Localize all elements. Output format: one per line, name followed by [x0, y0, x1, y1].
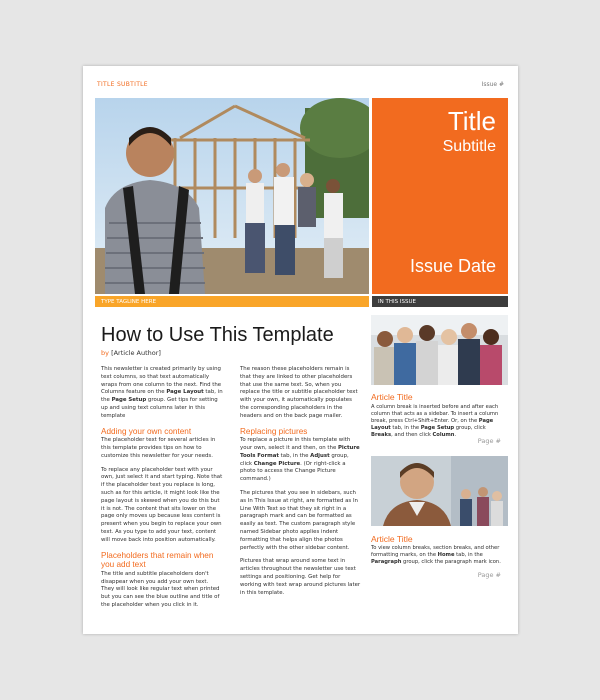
sidebar-article-text-1: A column break is inserted before and after each column that acts as a sidebar. To insert a column break, press Ctrl+Shift+Enter. Or, on the Page Layout tab, in the Page Setup group, click Breaks, and then click Column. [371, 404, 499, 438]
paragraph: This newsletter is created primarily by using text columns, so that text automatically wraps from one column to the next. Find the Columns feature on the Page Layout tab, in the Page Setup group. Get tips for setting up and using text columns later in this template [101, 366, 223, 419]
masthead-box [372, 98, 508, 294]
paragraph: Pictures that wrap around some text in articles throughout the newsletter use text settings and positioning. Get help for working with text wrap around pictures later in this template. [240, 558, 361, 596]
paragraph: The reason these placeholders remain is that they are linked to other placeholders that use the same text. So, when you replace the title or subtitle placeholder text with your own, it automatically populates the corresponding placeholders in the headers and on the back page mailer. [240, 366, 358, 419]
article-column-1 [101, 366, 223, 616]
sidebar-article-text-2: To view column breaks, section breaks, and other formatting marks, on the Home tab, in the Paragraph group, click the paragraph mark icon. [371, 545, 501, 565]
byline-by: by [101, 349, 109, 357]
paragraph: To replace any placeholder text with your own, just select it and start typing. Note that if the placeholder text you replace is long, such as for this article, it might look like the page layout is skewed when you do this but it is not. The content that sits lower on the page only moves up because less content is present when you begin to replace your own text. As you type to add your text, content will move back into position automatically. [101, 466, 223, 543]
paragraph: The title and subtitle placeholders don't disappear when you add your own text. They will look like regular text when printed but you can see the blue outline and title of the placeholder when you click in it. [101, 570, 220, 608]
article-title: How to Use This Template [101, 324, 334, 346]
heading-adding-content: Adding your own content [101, 426, 192, 436]
sidebar-article-title-1: Article Title [371, 392, 413, 402]
header-title-subtitle: TITLE SUBTITLE [97, 81, 148, 88]
paragraph: The pictures that you see in sidebars, such as In This Issue at right, are formatted as In Line With Text so that they sit right in a paragraph mark and can be formatted as easily as text. The custom paragraph style named Sidebar photo applies indent formatting that helps align the photos perfectly with the other sidebar content. [240, 489, 358, 551]
sidebar-photo-1[interactable] [371, 315, 508, 385]
article-author: [Article Author] [111, 349, 161, 357]
tagline-bar: TYPE TAGLINE HERE [95, 296, 369, 307]
heading-replacing-pictures: Replacing pictures [240, 426, 308, 436]
sidebar-page-number-1: Page # [477, 437, 501, 445]
hero-photo[interactable] [95, 98, 369, 294]
paragraph: To replace a picture in this template with your own, select it and then, on the Picture Tools Format tab, in the Adjust group, click Change Picture. (Or right-click a photo to access the Change Picture command.) [240, 437, 360, 483]
construction-volunteers-photo [95, 98, 369, 294]
masthead-title: Title [447, 106, 496, 136]
header-issue-number: Issue # [481, 81, 504, 88]
paragraph: The placeholder text for several articles in this template provides tips on how to customize this newsletter for your needs. [101, 437, 216, 459]
heading-placeholders-remain: Placeholders that remain when you add text [101, 550, 214, 570]
in-this-issue-bar: IN THIS ISSUE [372, 296, 508, 307]
masthead-subtitle: Subtitle [442, 138, 496, 155]
sidebar-article-title-2: Article Title [371, 534, 413, 544]
byline [101, 349, 161, 357]
man-portrait-photo [371, 456, 508, 526]
masthead-issue-date: Issue Date [409, 256, 496, 276]
article-column-2 [240, 366, 362, 603]
newsletter-page [83, 66, 518, 634]
sidebar-page-number-2: Page # [477, 571, 501, 579]
sidebar-photo-2[interactable] [371, 456, 508, 526]
group-of-friends-photo [371, 315, 508, 385]
